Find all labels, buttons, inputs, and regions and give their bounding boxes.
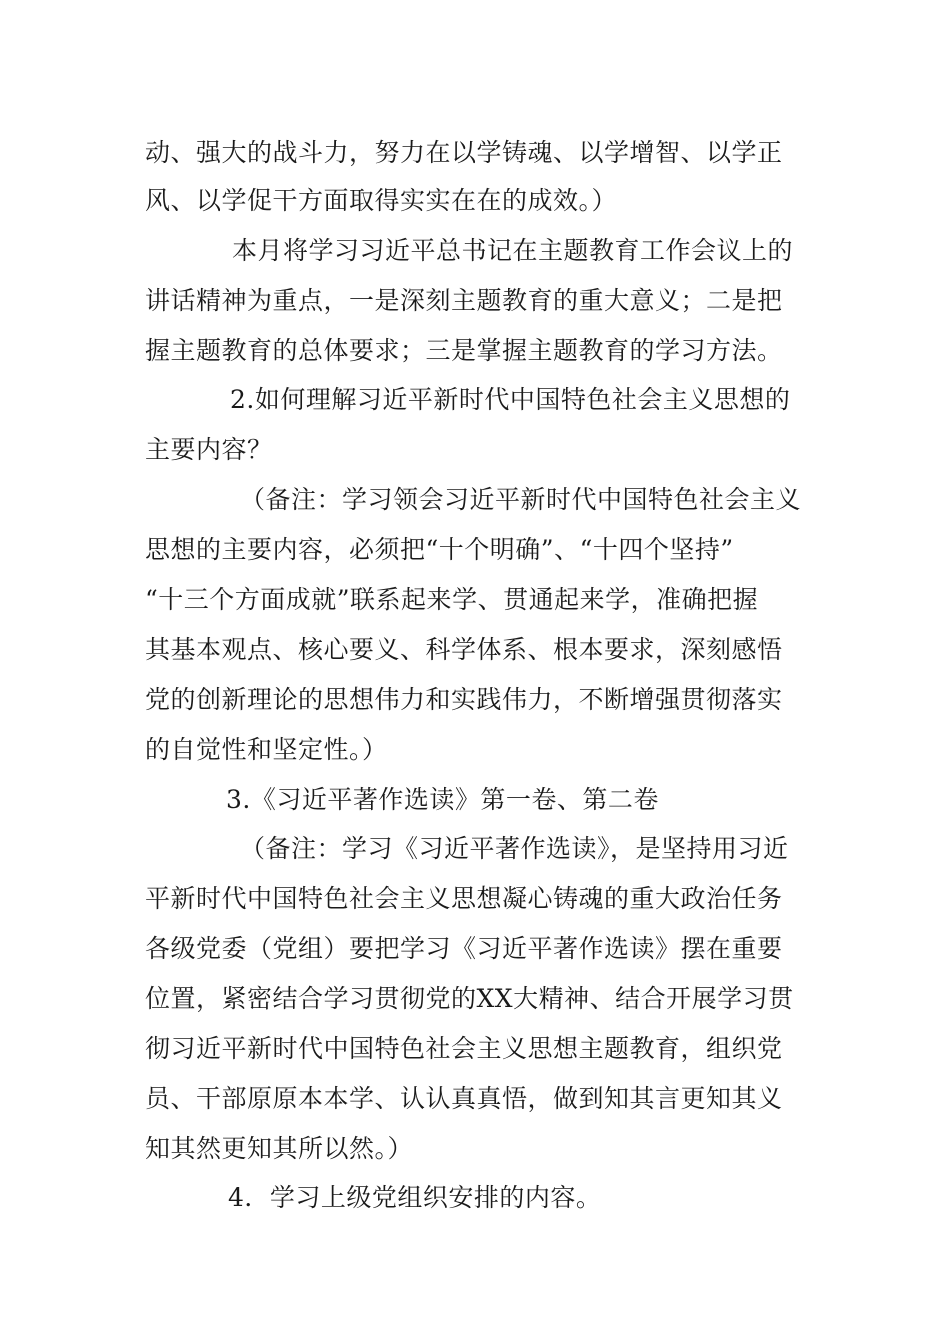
text-line: “十三个方面成就”联系起来学、贯通起来学，准确把握 xyxy=(145,585,759,614)
text-line: 思想的主要内容，必须把“十个明确”、“十四个坚持” xyxy=(145,535,734,564)
text-line: 主要内容？ xyxy=(145,435,273,464)
text-line: 平新时代中国特色社会主义思想凝心铸魂的重大政治任务 xyxy=(145,884,783,913)
paragraph-first-line: 本月将学习习近平总书记在主题教育工作会议上的 xyxy=(232,236,794,265)
item-heading-2: 2.如何理解习近平新时代中国特色社会主义思想的 xyxy=(230,385,791,414)
note-first-line: （备注：学习《习近平著作选读》，是坚持用习近 xyxy=(240,834,789,863)
text-line: 其基本观点、核心要义、科学体系、根本要求，深刻感悟 xyxy=(145,635,783,664)
text-line: 的自觉性和坚定性。） xyxy=(145,735,388,764)
text-line: 各级党委（党组）要把学习《习近平著作选读》摆在重要 xyxy=(145,934,783,963)
text-line: 彻习近平新时代中国特色社会主义思想主题教育，组织党 xyxy=(145,1034,783,1063)
note-first-line: （备注：学习领会习近平新时代中国特色社会主义 xyxy=(240,485,802,514)
item-heading-3: 3.《习近平著作选读》第一卷、第二卷 xyxy=(226,785,659,814)
text-line: 员、干部原原本本学、认认真真悟，做到知其言更知其义 xyxy=(145,1084,783,1113)
text-line: 风、以学促干方面取得实实在在的成效。） xyxy=(145,186,618,215)
text-line: 知其然更知其所以然。） xyxy=(145,1134,414,1163)
text-line: 位置，紧密结合学习贯彻党的XX大精神、结合开展学习贯 xyxy=(145,984,794,1013)
text-line: 党的创新理论的思想伟力和实践伟力，不断增强贯彻落实 xyxy=(145,685,783,714)
text-line: 讲话精神为重点，一是深刻主题教育的重大意义；二是把 xyxy=(145,286,783,315)
item-heading-4: 4．学习上级党组织安排的内容。 xyxy=(228,1183,602,1212)
text-line: 动、强大的战斗力，努力在以学铸魂、以学增智、以学正 xyxy=(145,138,783,167)
text-line: 握主题教育的总体要求；三是掌握主题教育的学习方法。 xyxy=(145,336,783,365)
